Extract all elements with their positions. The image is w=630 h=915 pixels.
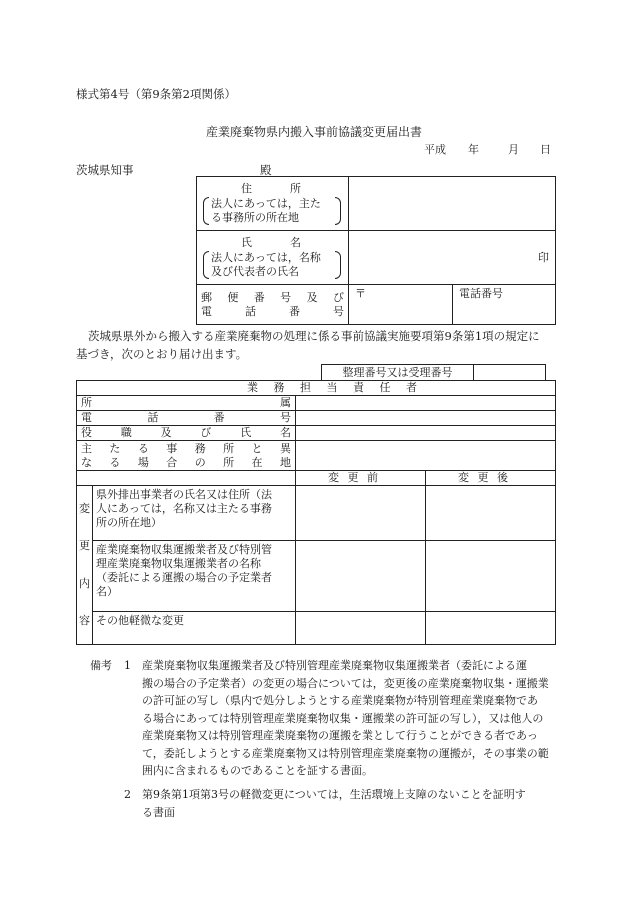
form-number: 様式第4号（第9条第2項関係） bbox=[76, 87, 236, 101]
postal-label-cell bbox=[197, 285, 349, 325]
name-value-cell[interactable] bbox=[349, 231, 556, 285]
ref-number-value[interactable] bbox=[474, 365, 546, 381]
date-year: 年 bbox=[468, 143, 479, 156]
office-address-label: 主 た る 事 務 所 と 異 な る 場 合 の 所 在 地 bbox=[77, 441, 296, 471]
change-item-3-after[interactable] bbox=[426, 612, 556, 645]
office-address-value[interactable] bbox=[296, 441, 556, 471]
note-1-number: 1 bbox=[124, 659, 131, 672]
ref-number-label: 整理番号又は受理番号 bbox=[322, 365, 474, 381]
change-before-header: 変 更 前 bbox=[296, 471, 426, 486]
intro-line-2: 基づき，次のとおり届け出ます。 bbox=[76, 347, 248, 361]
address-label: 住 所 bbox=[241, 182, 301, 195]
phone-label: 電 話 番 号 bbox=[201, 304, 344, 318]
seal-mark: 印 bbox=[538, 250, 549, 264]
change-item-2-before[interactable] bbox=[296, 541, 426, 612]
name-label-cell bbox=[197, 231, 349, 285]
address-value-cell[interactable] bbox=[349, 177, 556, 231]
title-name-value[interactable] bbox=[296, 426, 556, 441]
dept-value[interactable] bbox=[296, 396, 556, 411]
phone-number-label: 電話番号 bbox=[459, 287, 503, 300]
note-1-text: 産業廃棄物収集運搬業者及び特別管理産業廃棄物収集運搬業者（委託による運 搬の場合の予定業者）の変更の場合については，変更後の産業廃棄物収集・運搬業 の許可証の写し（県内で処分しようとする産業廃棄物が特別管理産業廃棄物であ る場合にあっては特別管理産業廃棄物収集・運搬業の許可証の写し），又は他人の 産業廃棄物又は特別管理産業廃棄物の運搬を業として行うことができる者であっ て，委託しようとする産業廃棄物又は特別管理産業廃棄物の運搬が，その事業の範 囲内に含まれるものであることを証する書面。 bbox=[142, 659, 549, 777]
date-day: 日 bbox=[540, 143, 551, 156]
postal-mark: 〒 bbox=[355, 287, 366, 300]
phone-label-row: 電 話 番 号 bbox=[77, 411, 296, 426]
addressee-name: 茨城県知事 bbox=[76, 163, 134, 177]
address-note: 法人にあっては，主た る事務所の所在地 bbox=[201, 197, 343, 225]
date-era: 平成 bbox=[424, 143, 446, 156]
change-item-1-after[interactable] bbox=[426, 486, 556, 541]
responsible-header: 業 務 担 当 責 任 者 bbox=[77, 381, 556, 396]
postal-value-cell[interactable] bbox=[349, 285, 453, 325]
document-title: 産業廃棄物県内搬入事前協議変更届出書 bbox=[206, 125, 423, 139]
details-table bbox=[76, 380, 556, 645]
change-item-1-label: 県外排出事業者の氏名又は住所（法 人にあっては，名称又は主たる事務 所の所在地） bbox=[93, 486, 296, 541]
change-after-header: 変 更 後 bbox=[426, 471, 556, 486]
intro-line-1: 茨城県県外から搬入する産業廃棄物の処理に係る事前協議実施要項第9条第1項の規定に bbox=[88, 329, 540, 343]
phone-value-cell[interactable] bbox=[453, 285, 556, 325]
change-item-1-before[interactable] bbox=[296, 486, 426, 541]
name-label: 氏 名 bbox=[241, 236, 301, 249]
change-item-2-label: 産業廃棄物収集運搬業者及び特別管 理産業廃棄物収集運搬業者の名称 （委託による運搬の場合の予定業者 名） bbox=[93, 541, 296, 612]
title-name-label: 役 職 及 び 氏 名 bbox=[77, 426, 296, 441]
ref-number-table bbox=[321, 364, 546, 381]
date-month: 月 bbox=[508, 143, 519, 156]
change-category-label: 変 更 内 容 bbox=[77, 486, 93, 645]
change-item-3-label: その他軽微な変更 bbox=[93, 612, 296, 645]
notes-label: 備考 bbox=[90, 659, 112, 672]
applicant-table bbox=[196, 176, 556, 325]
name-note: 法人にあっては，名称 及び代表者の氏名 bbox=[201, 251, 343, 279]
note-2-number: 2 bbox=[124, 788, 131, 801]
dept-label: 所 属 bbox=[77, 396, 296, 411]
note-2-text: 第9条第1項第3号の軽微変更については，生活環境上支障のないことを証明す る書面 bbox=[142, 788, 526, 819]
addressee-honorific: 殿 bbox=[260, 163, 272, 177]
phone-value[interactable] bbox=[296, 411, 556, 426]
change-item-2-after[interactable] bbox=[426, 541, 556, 612]
postal-label: 郵 便 番 号 及 び bbox=[201, 290, 344, 304]
change-header-blank bbox=[77, 471, 296, 486]
address-label-cell bbox=[197, 177, 349, 231]
change-item-3-before[interactable] bbox=[296, 612, 426, 645]
